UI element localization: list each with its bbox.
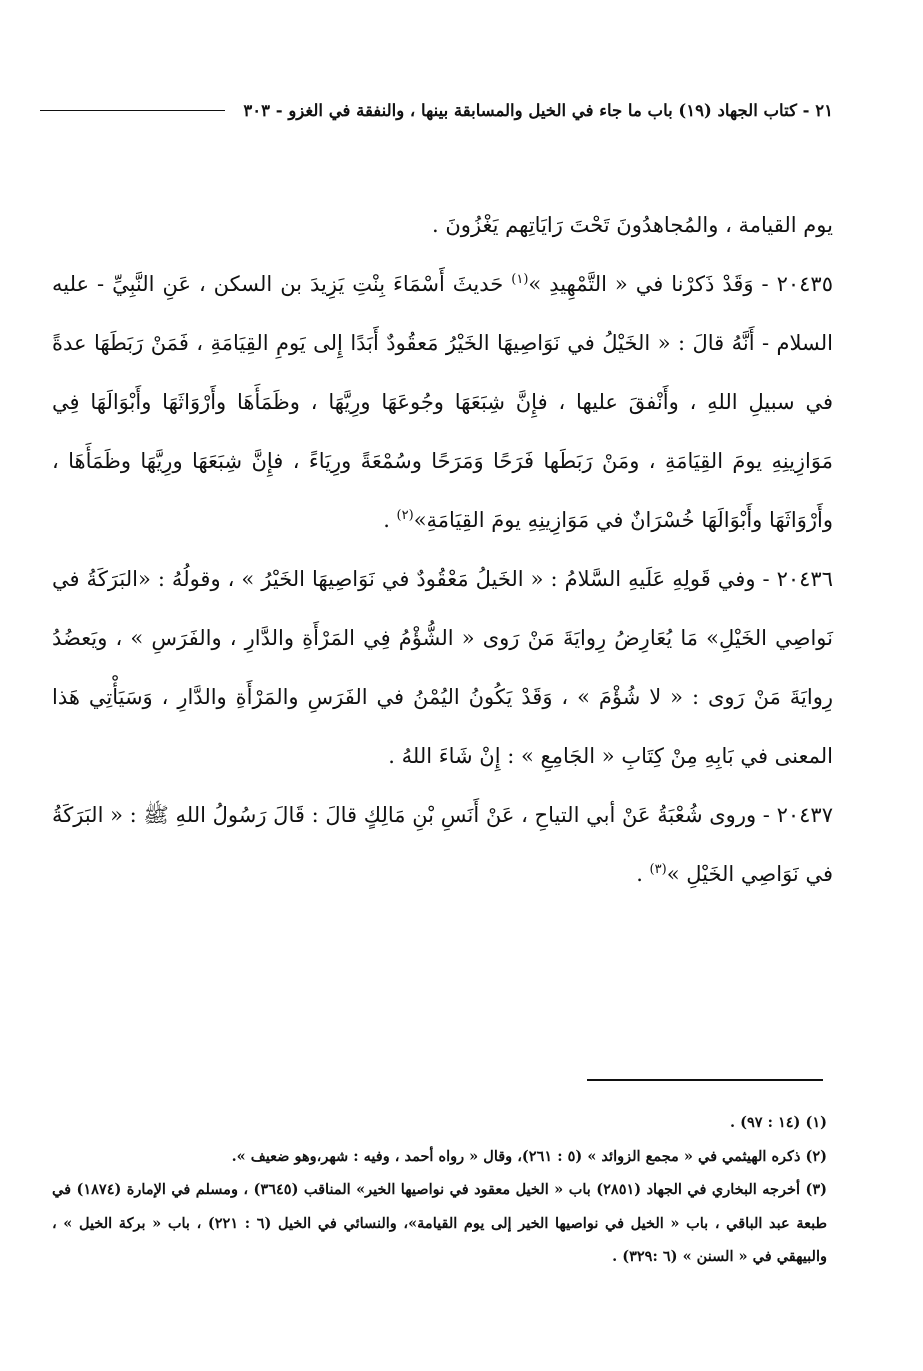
footnote-ref-3: (٣) bbox=[649, 862, 667, 877]
footnote-3: (٣) أخرجه البخاري في الجهاد (٢٨٥١) باب « الخيل معقود في نواصيها الخير» المناقب (٣٦٤٥) ، ومسلم في الإمارة (١٨٧٤) في طبعة عبد الباقي ، باب « الخيل في نواصيها الخير إلى يوم القيامة»، والنسائي في الخيل (٦ : ٢٢١) ، باب « بركة الخيل » ، والبيهقي في « السنن » (٦ :٣٢٩) . bbox=[52, 1181, 828, 1265]
paragraph-20435-text-1: ٢٠٤٣٥ - وَقَدْ ذَكرْنا في « التَّمْهِيدِ » bbox=[528, 272, 833, 296]
running-header-text: ٢١ - كتاب الجهاد (١٩) باب ما جاء في الخيل والمسابقة بينها ، والنفقة في الغزو - ٣٠٣ bbox=[243, 100, 833, 120]
paragraph-20435-end: . bbox=[383, 508, 397, 532]
footnote-1: (١) (١٤ : ٩٧) . bbox=[729, 1114, 827, 1131]
header-rule bbox=[40, 110, 225, 111]
paragraph-20437 bbox=[52, 786, 833, 904]
paragraph-20435-text-2: حَديثَ أَسْمَاءَ بِنْتِ يَزِيدَ بن السكن ، عَنِ النَّبِيِّ - عليه السلام - أَنَّهُ قالَ : « الخَيْلُ في نَوَاصِيهَا الخَيْرُ مَعقُودٌ أَبَدًا إِلى يَومِ القِيَامَةِ ، فَمَنْ رَبَطَهَا عدةً في سبيلِ اللهِ ، وأَنْفقَ عليها ، فإِنَّ شِبَعَهَا وجُوعَهَا ورِيَّهَا ، وظَمَأَهَا وأَرْوَاثَهَا وأَبْوَالَهَا فِي مَوَازِينِهِ يومَ القِيَامَةِ ، ومَنْ رَبَطَها فَرَحًا وَمَرَحًا وسُمْعَةً ورِيَاءً ، فإِنَّ شِبَعَهَا ورِيَّهَا وظَمَأَهَا ، وأَرْوَاثَهَا وأَبْوَالَهَا خُسْرَانٌ في مَوَازِينِهِ يومَ القِيَامَةِ» bbox=[52, 272, 833, 532]
paragraph-continuation: يوم القيامة ، والمُجاهدُونَ تَحْتَ رَايَاتِهم يَغْزُونَ . bbox=[432, 213, 833, 237]
footnotes bbox=[52, 1106, 827, 1274]
main-text bbox=[52, 196, 833, 904]
footnote-separator bbox=[587, 1079, 823, 1081]
running-header bbox=[40, 92, 833, 128]
footnote-ref-1: (١) bbox=[511, 272, 529, 287]
footnote-2: (٢) ذكره الهيثمي في « مجمع الزوائد » (٥ : ٢٦١)، وقال « رواه أحمد ، وفيه : شهر،وهو ضعيف ». bbox=[231, 1147, 827, 1165]
paragraph-20435 bbox=[52, 255, 833, 550]
paragraph-20437-text: ٢٠٤٣٧ - وروى شُعْبَةُ عَنْ أبي التياحِ ، عَنْ أَنَسِ بْنِ مَالِكٍ قالَ : قَالَ رَسُولُ اللهِ ﷺ : « البَرَكَةُ في نَوَاصِي الخَيْلِ » bbox=[52, 803, 833, 886]
paragraph-20437-end: . bbox=[636, 862, 650, 886]
paragraph-20436: ٢٠٤٣٦ - وفي قَولِهِ عَلَيهِ السَّلامُ : « الخَيلُ مَعْقُودٌ في نَوَاصِيهَا الخَيْرُ » ، وقولُهُ : «البَرَكَةُ في نَواصِي الخَيْلِ» مَا يُعَارِضُ رِوايَةَ مَنْ رَوى « الشُّؤْمُ فِي المَرْأَةِ والدَّارِ ، والفَرَسِ » ، ويَعضُدُ رِوايَةَ مَنْ رَوى : « لا شُؤْمَ » ، وَقَدْ يَكُونُ اليُمْنُ في الفَرَسِ والمَرْأَةِ والدَّارِ ، وَسَيَأْتِي هَذا المعنى في بَابِهِ مِنْ كِتَابِ « الجَامِعِ » : إِنْ شَاءَ اللهُ . bbox=[52, 567, 833, 768]
footnote-ref-2: (٢) bbox=[396, 508, 414, 523]
